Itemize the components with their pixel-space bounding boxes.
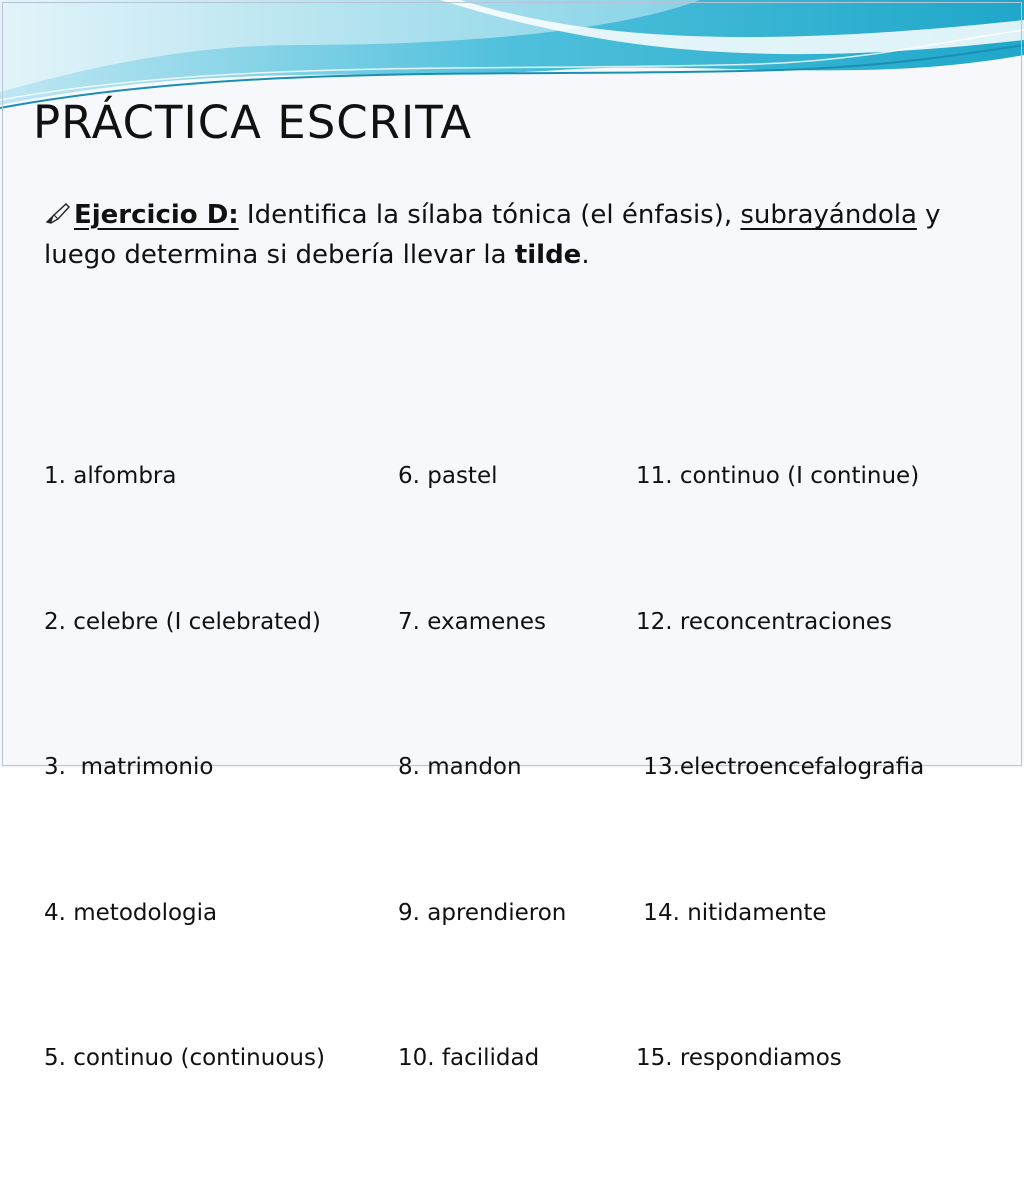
list-item: 7. examenes — [398, 608, 546, 635]
word-list-column-2 — [398, 355, 566, 1180]
exercise-label: Ejercicio D: — [74, 200, 239, 230]
slide-title: PRÁCTICA ESCRITA — [33, 96, 472, 149]
list-item: 5. continuo (continuous) — [44, 1045, 325, 1071]
instruction-text-end: . — [581, 240, 590, 270]
list-item: 8. mandon — [398, 754, 522, 780]
instruction-text-2: y luego determina si debería llevar la — [44, 200, 941, 270]
instruction-text-1: Identifica la sílaba tónica (el énfasis), — [238, 200, 741, 230]
instruction-underlined-word: subrayándola — [740, 200, 917, 230]
list-item: 3. matrimonio — [44, 754, 214, 780]
list-item: 2. celebre (I celebrated) — [44, 608, 321, 635]
list-item: 12. reconcentraciones — [636, 608, 893, 635]
list-item: 4. metodologia — [44, 899, 218, 926]
exercise-instruction — [44, 195, 984, 275]
word-list-column-3 — [636, 355, 924, 1180]
instruction-bold-word: tilde — [514, 240, 582, 270]
list-item: 9. aprendieron — [398, 899, 567, 926]
list-item: 6. pastel — [398, 463, 498, 489]
word-list-column-1 — [44, 355, 325, 1180]
list-item: 10. facilidad — [398, 1045, 540, 1071]
list-item: 15. respondiamos — [636, 1045, 842, 1071]
list-item: 11. continuo (I continue) — [636, 463, 920, 489]
list-item: 13.electroencefalografia — [636, 754, 925, 780]
pen-nib-icon — [44, 201, 72, 225]
list-item: 1. alfombra — [44, 463, 177, 489]
list-item: 14. nitidamente — [636, 899, 827, 926]
